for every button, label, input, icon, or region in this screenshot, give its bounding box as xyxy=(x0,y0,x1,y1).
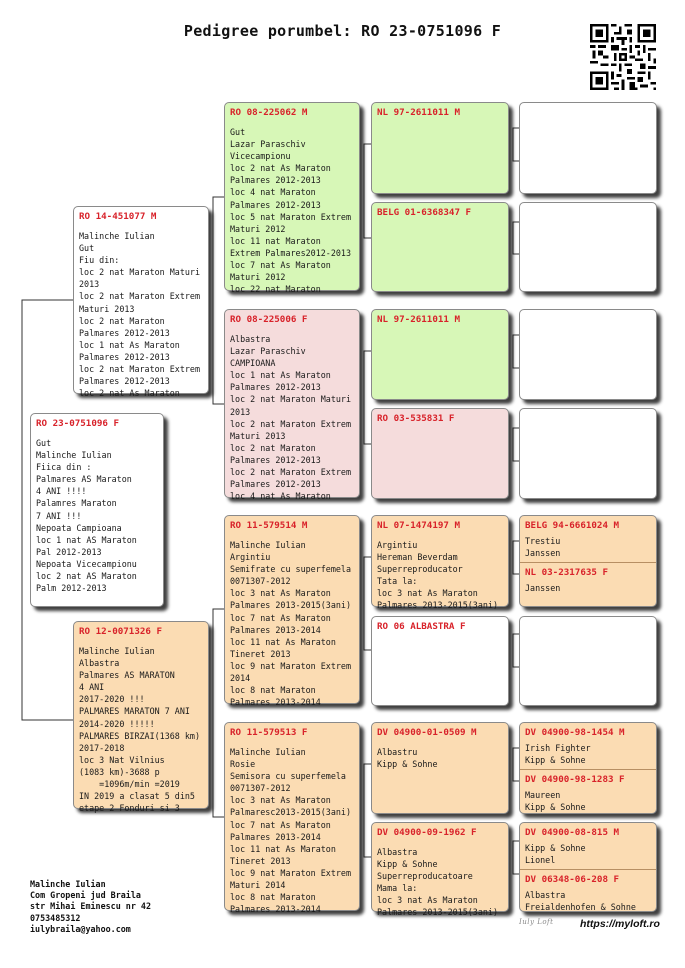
ring-number: RO 14-451077 M xyxy=(79,211,157,222)
pigeon-details: Gut Malinche Iulian Fiica din : Palmares AS Maraton 4 ANI !!!! Palamres Maraton 7 ANI !!! Nepoata Campioana loc 1 nat AS Maraton Pal 2012-2013 Nepoata Vicecampionu loc 2 nat AS Maraton Palm 2012-2013 xyxy=(36,438,137,594)
signature: Iuly Loft xyxy=(519,918,554,926)
owner-address: Com Gropeni jud Braila xyxy=(30,890,141,901)
pigeon-card-ffm[interactable] xyxy=(371,202,509,292)
owner-street: str Mihai Eminescu nr 42 xyxy=(30,901,152,912)
owner-name: Malinche Iulian xyxy=(30,879,106,889)
pigeon-details: Malinche Iulian Gut Fiu din: loc 2 nat Maraton Maturi 2013 loc 2 nat Maraton Extrem Maturi 2013 loc 2 nat Maraton Palmares 2012-2013 loc 1 nat As Maraton Palmares 2012-2013 loc 2 nat Maraton Extrem Palmares 2012-2013 loc 2 nat As Maraton xyxy=(79,231,201,399)
ring-number: DV 04900-01-0509 M xyxy=(377,727,477,738)
pigeon-details: Trestiu Janssen xyxy=(525,536,561,559)
pigeon-card-empty[interactable] xyxy=(519,408,657,499)
pigeon-card-mfm[interactable] xyxy=(371,616,509,706)
pigeon-card-mff-parents[interactable] xyxy=(519,515,657,607)
pigeon-details: Kipp & Sohne Lionel xyxy=(525,843,586,866)
pigeon-details: Malinche Iulian Argintiu Semifrate cu superfemela 0071307-2012 loc 3 nat As Maraton Palmares 2013-2015(3ani) loc 7 nat As Maraton Palmares 2013-2014 loc 11 nat As Maraton Tineret 2013 loc 9 nat Maraton Extrem 2014 loc 8 nat Maraton Palmares 2013-2014 xyxy=(230,540,352,708)
owner-contact xyxy=(30,879,151,935)
pigeon-card-mother[interactable] xyxy=(73,621,209,814)
ring-number: DV 04900-09-1962 F xyxy=(377,827,477,838)
divider xyxy=(520,769,656,770)
pigeon-card-root[interactable] xyxy=(30,413,164,607)
ring-number: RO 06 ALBASTRA F xyxy=(377,621,466,632)
ring-number: DV 04900-98-1454 M xyxy=(525,727,625,738)
ring-number: NL 97-2611011 M xyxy=(377,107,460,118)
ring-number: NL 97-2611011 M xyxy=(377,314,460,325)
pigeon-card-mmm-parents[interactable] xyxy=(519,822,657,912)
owner-phone: 0753485312 xyxy=(30,912,81,923)
pigeon-card-empty[interactable] xyxy=(519,202,657,292)
pigeon-card-mmm[interactable] xyxy=(371,822,509,918)
ring-number: DV 04900-08-815 M xyxy=(525,827,620,838)
ring-number: RO 11-579513 F xyxy=(230,727,308,738)
pigeon-card-fff[interactable] xyxy=(371,102,509,194)
pigeon-card-paternal-grandmother[interactable] xyxy=(224,309,360,502)
pigeon-details: Gut Lazar Paraschiv Vicecampionu loc 2 nat As Maraton Palmares 2012-2013 loc 4 nat Maraton Palmares 2012-2013 loc 5 nat Maraton Extrem Maturi 2012 loc 11 nat Maraton Extrem Palmares2012-2013 loc 7 nat As Maraton Maturi 2012 loc 22 nat Maraton xyxy=(230,127,352,295)
ring-number: RO 08-225006 F xyxy=(230,314,308,325)
ring-number: DV 06348-06-208 F xyxy=(525,874,620,886)
ring-number: DV 04900-98-1283 F xyxy=(525,774,625,786)
pigeon-details: Argintiu Hereman Beverdam Superreproducator Tata la: loc 3 nat As Maraton Palmares 2013-2015(3ani) xyxy=(377,540,499,611)
pigeon-details: Albastra Freialdenhofen & Sohne xyxy=(525,890,636,913)
divider xyxy=(520,869,656,870)
ring-number: RO 08-225062 M xyxy=(230,107,308,118)
pigeon-card-maternal-grandmother[interactable] xyxy=(224,722,360,915)
pigeon-card-fmm[interactable] xyxy=(371,408,509,499)
ring-number: RO 11-579514 M xyxy=(230,520,308,531)
ring-number: RO 23-0751096 F xyxy=(36,418,119,429)
pigeon-details: Albastra Kipp & Sohne Superreproducatoare Mama la: loc 3 nat As Maraton Palmares 2013-2015(3ani) xyxy=(377,847,499,918)
pigeon-card-mmf[interactable] xyxy=(371,722,509,814)
ring-number: BELG 94-6661024 M xyxy=(525,520,620,531)
website-link[interactable]: https://myloft.ro xyxy=(580,918,660,930)
pigeon-card-paternal-grandfather[interactable] xyxy=(224,102,360,295)
ring-number: NL 07-1474197 M xyxy=(377,520,460,531)
pigeon-details: Irish Fighter Kipp & Sohne xyxy=(525,743,591,766)
pigeon-card-empty[interactable] xyxy=(519,616,657,706)
owner-email[interactable]: iulybraila@yahoo.com xyxy=(30,923,131,934)
pigeon-details: Janssen xyxy=(525,583,561,594)
pigeon-details: Malinche Iulian Rosie Semisora cu superfemela 0071307-2012 loc 3 nat As Maraton Palmaresc2013-2015(3ani) loc 7 nat As Maraton Palmares 2013-2014 loc 11 nat As Maraton Tineret 2013 loc 9 nat Maraton Extrem Maturi 2014 loc 8 nat Maraton Palmares 2013-2014 xyxy=(230,747,352,915)
pigeon-card-empty[interactable] xyxy=(519,102,657,194)
ring-number: NL 03-2317635 F xyxy=(525,567,608,579)
pigeon-details: Albastra Lazar Paraschiv CAMPIOANA loc 1 nat As Maraton Palmares 2012-2013 loc 2 nat Maraton Maturi 2013 loc 2 nat Maraton Extrem Maturi 2013 loc 2 nat Maraton Palmares 2012-2013 loc 2 nat Maraton Extrem Palmares 2012-2013 loc 4 nat As Maraton xyxy=(230,334,352,502)
pigeon-card-fmf[interactable] xyxy=(371,309,509,400)
pigeon-card-father[interactable] xyxy=(73,206,209,399)
ring-number: RO 03-535831 F xyxy=(377,413,455,424)
ring-number: RO 12-0071326 F xyxy=(79,626,162,637)
pigeon-card-empty[interactable] xyxy=(519,309,657,400)
pigeon-details: Malinche Iulian Albastra Palmares AS MARATON 4 ANI 2017-2020 !!! PALMARES MARATON 7 ANI 2014-2020 !!!!! PALMARES BIRZAI(1368 km) 2017-2018 loc 3 Nat Vilnius (1083 km)-3688 p =1096m/min =2019 IN 2019 a clasat 5 din5 etape 2 Fonduri si 3 xyxy=(79,646,201,814)
pigeon-card-mmf-parents[interactable] xyxy=(519,722,657,814)
pigeon-details: Maureen Kipp & Sohne xyxy=(525,790,586,813)
pigeon-details: Albastru Kipp & Sohne xyxy=(377,747,438,770)
page-title: Pedigree porumbel: RO 23-0751096 F xyxy=(183,22,502,40)
divider xyxy=(520,562,656,563)
pigeon-card-maternal-grandfather[interactable] xyxy=(224,515,360,708)
pigeon-card-mff[interactable] xyxy=(371,515,509,611)
ring-number: BELG 01-6368347 F xyxy=(377,207,472,218)
